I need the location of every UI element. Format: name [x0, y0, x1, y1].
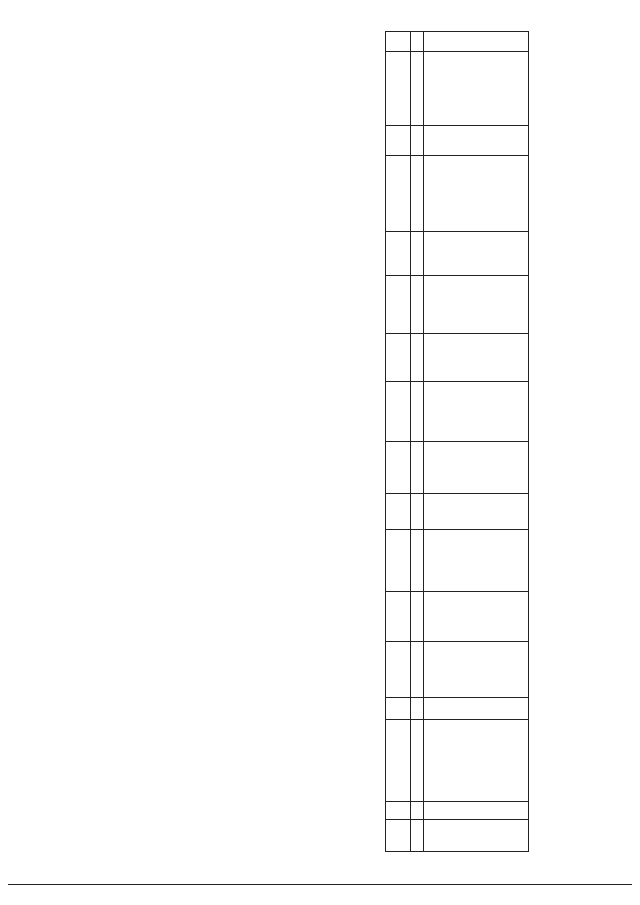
header-cell	[424, 442, 529, 494]
column-number-cell	[411, 592, 424, 642]
table-cell	[386, 32, 411, 52]
column-number-cell	[411, 232, 424, 276]
header-cell	[424, 802, 529, 820]
header-cell	[424, 720, 529, 802]
table-cell	[386, 720, 411, 802]
table-cell	[386, 494, 411, 530]
column-number-cell	[411, 156, 424, 232]
document-table-frame	[393, 31, 529, 851]
column-number-cell	[411, 494, 424, 530]
column-number-cell	[411, 334, 424, 382]
table-cell	[386, 802, 411, 820]
table-cell	[386, 530, 411, 592]
table-cell	[386, 820, 411, 852]
table-cell	[386, 698, 411, 720]
header-cell	[424, 530, 529, 592]
header-cell	[424, 126, 529, 156]
header-cell	[424, 334, 529, 382]
header-cell	[424, 232, 529, 276]
table-cell	[386, 642, 411, 698]
table-cell	[386, 126, 411, 156]
header-cell	[424, 642, 529, 698]
table-cell	[386, 232, 411, 276]
header-cell	[424, 276, 529, 334]
column-number-cell	[411, 720, 424, 802]
equipment-table	[385, 31, 529, 852]
table-cell	[386, 156, 411, 232]
header-cell	[424, 592, 529, 642]
table-cell	[386, 276, 411, 334]
column-number-cell	[411, 642, 424, 698]
header-row	[424, 32, 529, 852]
header-cell	[424, 32, 529, 52]
header-cell	[424, 494, 529, 530]
table-cell	[386, 442, 411, 494]
header-cell	[424, 382, 529, 442]
header-cell	[424, 52, 529, 126]
table-cell	[386, 382, 411, 442]
column-number-cell	[411, 442, 424, 494]
header-cell	[424, 820, 529, 852]
column-number-cell	[411, 698, 424, 720]
header-cell	[424, 156, 529, 232]
column-number-cell	[411, 820, 424, 852]
table-cell	[386, 592, 411, 642]
column-number-cell	[411, 802, 424, 820]
table-row	[386, 32, 411, 852]
table-cell	[386, 52, 411, 126]
column-number-row	[411, 32, 424, 852]
table-cell	[386, 334, 411, 382]
column-number-cell	[411, 52, 424, 126]
column-number-cell	[411, 32, 424, 52]
column-number-cell	[411, 382, 424, 442]
column-number-cell	[411, 126, 424, 156]
column-number-cell	[411, 276, 424, 334]
column-number-cell	[411, 530, 424, 592]
page-number	[36, 424, 60, 464]
header-cell	[424, 698, 529, 720]
footer-rule	[8, 884, 632, 885]
